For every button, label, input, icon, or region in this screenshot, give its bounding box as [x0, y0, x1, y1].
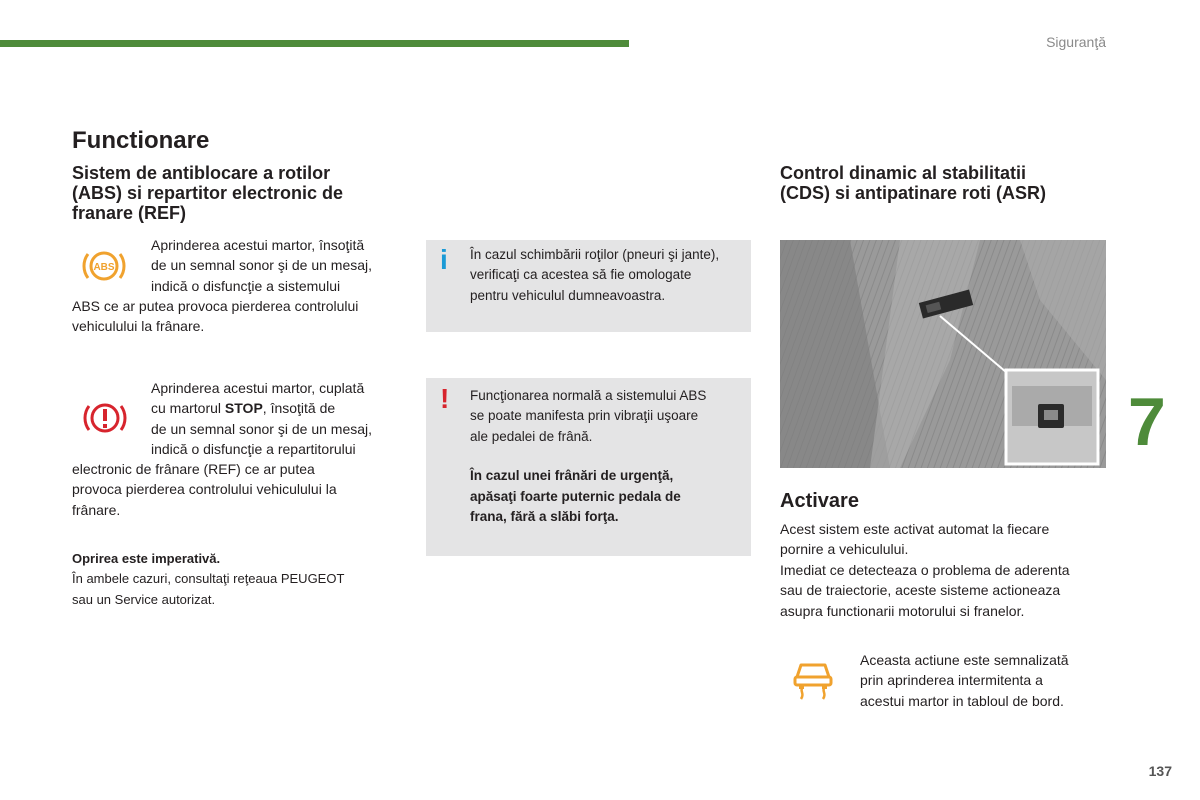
activation-line: Acest sistem este activat automat la fiecare [780, 521, 1050, 537]
ref-line: electronic de frânare (REF) ce ar putea [72, 461, 315, 477]
abs-text-cont [72, 296, 358, 337]
ref-line-prefix: cu martorul [151, 400, 225, 417]
signal-line: Aceasta actiune este semnalizată [860, 652, 1069, 668]
activation-line: sau de traiectorie, aceste sisteme actioneaza [780, 582, 1061, 599]
ref-line-stop [151, 398, 372, 418]
activation-line: asupra functionarii motorului si franelor. [780, 602, 1025, 619]
section-title: Siguranţă [1046, 34, 1106, 50]
stop-note-title: Oprirea este imperativă. [72, 551, 221, 566]
ref-text [151, 378, 372, 460]
info-note-box [426, 240, 751, 332]
warning-line: ale pedalei de frână. [470, 428, 593, 444]
info-icon: i [440, 244, 448, 275]
abs-line: de un semnal sonor şi de un mesaj, [151, 257, 373, 274]
stop-note-line: În ambele cazuri, consultaţi reţeaua PEUGEOT [72, 571, 345, 587]
abs-icon-text: ABS [93, 262, 115, 273]
ref-text-cont [72, 459, 337, 520]
activation-line: Imediat ce detecteaza o problema de aderenta [780, 561, 1070, 578]
ref-line-suffix: , însoţită de [262, 400, 336, 417]
warning-note-box [426, 378, 751, 556]
abs-text [151, 235, 372, 296]
info-note-text [470, 245, 719, 306]
warning-line: se poate manifesta prin vibraţii uşoare [470, 408, 699, 424]
ref-line: de un semnal sonor şi de un mesaj, [151, 420, 373, 437]
dashboard-photo [780, 240, 1106, 468]
ref-line: provoca pierderea controlului vehiculului la [72, 481, 337, 498]
header-rule [0, 40, 629, 47]
page-number: 137 [1148, 763, 1172, 779]
cds-subtitle: Control dinamic al stabilitatii (CDS) si antipatinare roti (ASR) [780, 163, 1047, 203]
stop-note-line: sau un Service autorizat. [72, 591, 216, 607]
abs-line: Aprinderea acestui martor, însoţită [151, 237, 365, 253]
ref-line: Aprinderea acestui martor, cuplată [151, 380, 365, 396]
info-line: verificaţi ca acestea să fie omologate [470, 267, 692, 283]
warning-bold-line: frana, fără a slăbi forţa. [470, 509, 619, 525]
signal-line: acestui martor in tabloul de bord. [860, 692, 1064, 709]
chapter-number: 7 [1128, 384, 1166, 460]
activation-line: pornire a vehiculului. [780, 541, 909, 558]
stop-note [72, 549, 344, 610]
warning-line: Funcţionarea normală a sistemului ABS [470, 388, 707, 403]
stop-word: STOP [224, 400, 263, 417]
abs-subtitle: Sistem de antiblocare a rotilor (ABS) si repartitor electronic de franare (REF) [72, 163, 344, 223]
ref-line: indică o disfuncţie a repartitorului [151, 441, 356, 458]
esp-skid-icon [790, 656, 836, 702]
exclamation-icon: ! [440, 383, 450, 414]
ref-line: frânare. [72, 501, 121, 518]
page-title: Functionare [72, 127, 210, 154]
warning-note-text [470, 386, 706, 527]
activation-text [780, 519, 1070, 621]
signal-line: prin aprinderea intermitenta a [860, 672, 1043, 689]
info-line: În cazul schimbării roţilor (pneuri şi jante), [470, 247, 720, 262]
info-line: pentru vehiculul dumneavoastra. [470, 287, 666, 303]
abs-line: ABS ce ar putea provoca pierderea controlului [72, 298, 359, 314]
abs-line: vehiculului la frânare. [72, 318, 205, 335]
warning-bold-line: apăsaţi foarte puternic pedala de [470, 488, 681, 504]
abs-line: indică o disfuncţie a sistemului [151, 277, 341, 294]
abs-warning-icon [80, 244, 128, 288]
signal-text [860, 650, 1069, 711]
activation-title: Activare [780, 490, 859, 512]
brake-warning-icon [80, 396, 130, 440]
warning-bold-line: În cazul unei frânări de urgenţă, [470, 468, 674, 484]
